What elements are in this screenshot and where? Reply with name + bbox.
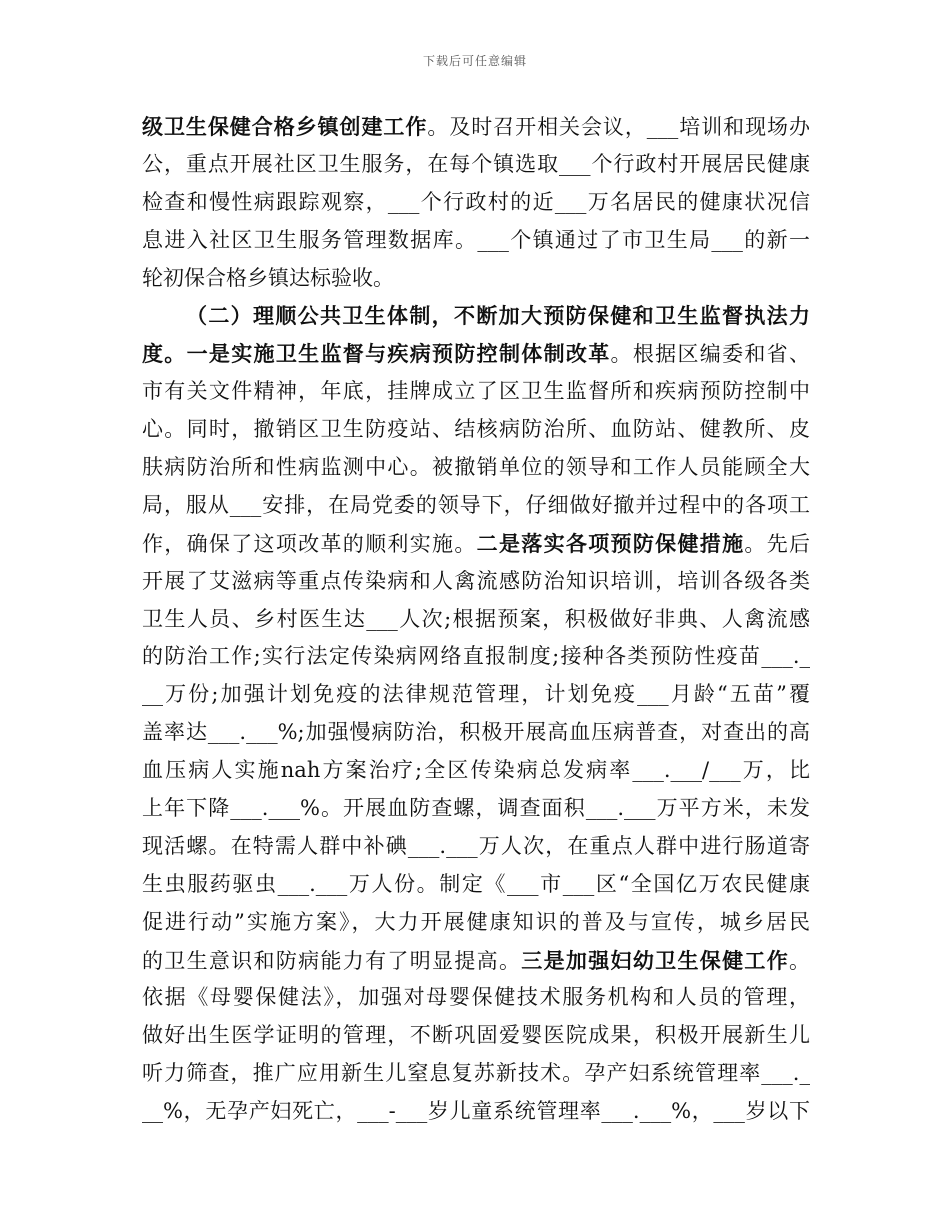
text-line — [142, 866, 810, 904]
text-run: 盖率达___.___%;加强慢病防治，积极开展高血压病普查，对查出的高 — [142, 720, 810, 745]
text-line — [142, 108, 810, 146]
text-run: 息进入社区卫生服务管理数据库。___个镇通过了市卫生局___的新一 — [142, 227, 810, 252]
text-line — [142, 1055, 810, 1093]
text-run: 。及时召开相关会议，___培训和现场办 — [427, 115, 810, 139]
bold-text-run: （二）理顺公共卫生体制，不断加大预防保健和卫生监督执法力 — [186, 303, 810, 329]
text-line — [142, 638, 810, 676]
text-line — [142, 563, 810, 601]
text-line — [142, 487, 810, 525]
text-line — [142, 942, 810, 980]
text-line — [142, 790, 810, 828]
text-line — [142, 1017, 810, 1055]
text-line — [142, 449, 810, 487]
text-run: 。 — [789, 948, 811, 973]
document-body — [142, 108, 810, 1131]
text-line — [142, 411, 810, 449]
text-line — [142, 904, 810, 942]
text-line — [142, 601, 810, 639]
text-run: 依据《母婴保健法》，加强对母婴保健技术服务机构和人员的管理， — [142, 985, 810, 1010]
text-line — [142, 335, 810, 373]
text-line — [142, 260, 810, 298]
text-line — [142, 146, 810, 184]
text-run: 公，重点开展社区卫生服务，在每个镇选取___个行政村开展居民健康 — [142, 151, 810, 176]
text-run: 血压病人实施nah方案治疗;全区传染病总发病率___.___/___万，比 — [142, 758, 810, 783]
text-run: 生虫服药驱虫___.___万人份。制定《___市___区“全国亿万农民健康 — [142, 871, 810, 896]
text-run: 卫生人员、乡村医生达___人次;根据预案，积极做好非典、人禽流感 — [142, 606, 810, 631]
text-run: 局，服从___安排，在局党委的领导下，仔细做好撤并过程中的各项工 — [142, 492, 810, 517]
text-run: 现活螺。在特需人群中补碘___.___万人次，在重点人群中进行肠道寄 — [142, 833, 810, 858]
text-line — [142, 297, 810, 335]
bold-text-run: 三是加强妇幼卫生保健工作 — [521, 947, 790, 973]
text-line — [142, 828, 810, 866]
text-run: 的卫生意识和防病能力有了明显提高。 — [142, 948, 522, 973]
bold-text-run: 二是落实各项预防保健措施 — [476, 530, 745, 556]
text-line — [142, 752, 810, 790]
text-run: 市有关文件精神，年底，挂牌成立了区卫生监督所和疾病预防控制中 — [142, 379, 810, 404]
text-run: 。先后 — [744, 531, 811, 556]
text-run: 听力筛查，推广应用新生儿窒息复苏新技术。孕产妇系统管理率___._ — [142, 1061, 810, 1086]
text-run: 的防治工作;实行法定传染病网络直报制度;接种各类预防性疫苗___._ — [142, 644, 810, 669]
bold-text-run: 级卫生保健合格乡镇创建工作 — [142, 114, 428, 139]
text-run: __%，无孕产妇死亡，___-___岁儿童系统管理率___.___%，___岁以下 — [142, 1099, 810, 1124]
text-line — [142, 184, 810, 222]
page-header: 下载后可任意编辑 — [422, 54, 527, 68]
bold-text-run: 度。一是实施卫生监督与疾病预防控制体制改革 — [142, 341, 611, 367]
text-run: 作，确保了这项改革的顺利实施。 — [142, 531, 477, 556]
text-line — [142, 1093, 810, 1131]
text-line — [142, 525, 810, 563]
text-run: 开展了艾滋病等重点传染病和人禽流感防治知识培训，培训各级各类 — [142, 568, 810, 593]
text-line — [142, 979, 810, 1017]
text-run: 上年下降___.___%。开展血防查螺，调查面积___.___万平方米，未发 — [142, 796, 810, 821]
text-run: 做好出生医学证明的管理，不断巩固爱婴医院成果，积极开展新生儿 — [142, 1023, 810, 1048]
text-run: 轮初保合格乡镇达标验收。 — [142, 265, 394, 290]
text-line — [142, 373, 810, 411]
text-run: 心。同时，撤销区卫生防疫站、结核病防治所、血防站、健教所、皮 — [142, 417, 810, 442]
text-run: __万份;加强计划免疫的法律规范管理，计划免疫___月龄“五苗”覆 — [142, 682, 810, 707]
text-line — [142, 714, 810, 752]
text-line — [142, 222, 810, 260]
text-run: 促进行动”实施方案》，大力开展健康知识的普及与宣传，城乡居民 — [142, 909, 810, 934]
text-run: 。根据区编委和省、 — [610, 342, 810, 367]
text-run: 肤病防治所和性病监测中心。被撤销单位的领导和工作人员能顾全大 — [142, 455, 810, 480]
text-run: 检查和慢性病跟踪观察，___个行政村的近___万名居民的健康状况信 — [142, 189, 810, 214]
text-line — [142, 676, 810, 714]
